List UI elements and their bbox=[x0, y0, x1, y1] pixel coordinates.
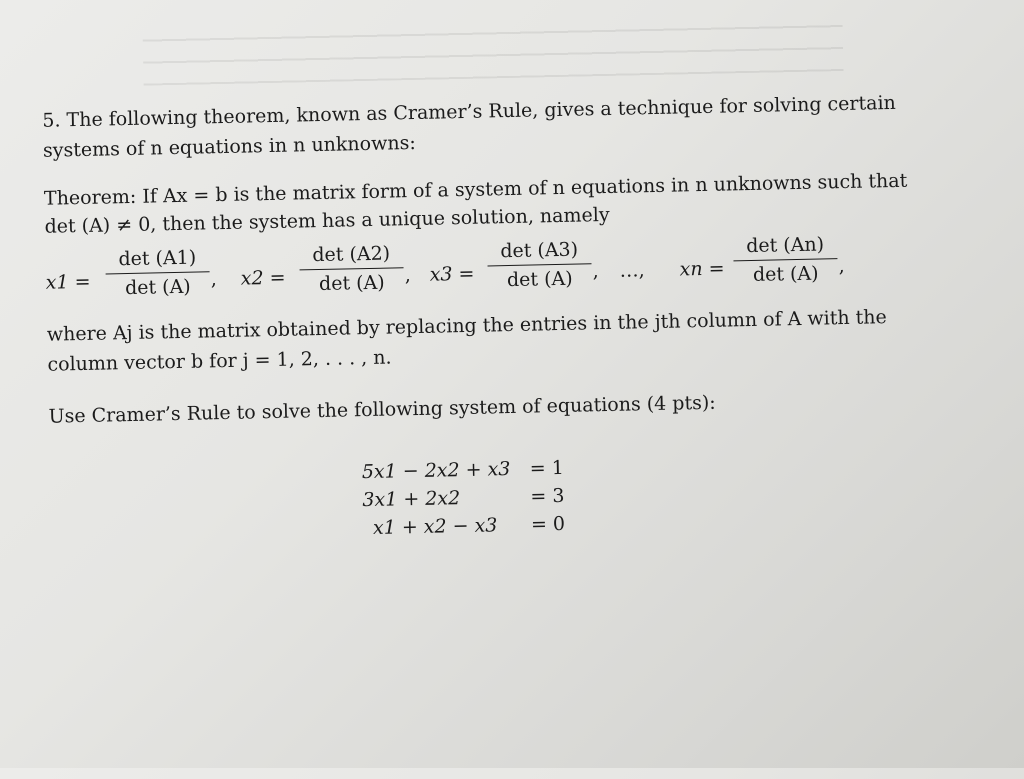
equation-2-lhs: 3x1 + 2x2 bbox=[362, 487, 461, 512]
formula-x2-lhs: x2 = bbox=[240, 266, 286, 290]
formula-xn-fraction bbox=[733, 233, 838, 286]
equation-3-lhs: x1 + x2 − x3 bbox=[372, 514, 498, 539]
equation-1-rhs: = 1 bbox=[529, 456, 565, 480]
bleed-through-text bbox=[142, 11, 843, 86]
formula-x2-denominator: det (A) bbox=[318, 271, 385, 296]
formula-x1-sep: , bbox=[210, 268, 218, 291]
problem-intro-line1: 5. The following theorem, known as Cramer’s Rule, gives a technique for solving certain bbox=[42, 91, 897, 132]
formula-x1-fraction bbox=[105, 246, 210, 299]
formula-x3-lhs: x3 = bbox=[429, 262, 475, 286]
formula-x3-denominator: det (A) bbox=[506, 267, 573, 292]
formula-xn-numerator: det (An) bbox=[733, 233, 838, 261]
theorem-line1: Theorem: If Ax = b is the matrix form of a system of n equations in n unknowns such that bbox=[43, 169, 908, 210]
formula-x2-fraction bbox=[299, 242, 404, 295]
formula-x3-numerator: det (A3) bbox=[487, 238, 592, 266]
where-line1: where Aj is the matrix obtained by replacing the entries in the jth column of A with the bbox=[46, 306, 888, 346]
equation-3-rhs: = 0 bbox=[530, 512, 566, 536]
formula-x1-lhs: x1 = bbox=[45, 270, 91, 294]
formula-x1-numerator: det (A1) bbox=[105, 246, 210, 274]
formula-x3-fraction bbox=[487, 238, 592, 291]
formula-xn-denominator: det (A) bbox=[752, 262, 819, 286]
equation-2-rhs: = 3 bbox=[530, 484, 565, 508]
formula-xn-sep: , bbox=[838, 255, 845, 278]
where-line2: column vector b for j = 1, 2, . . . , n. bbox=[47, 346, 392, 376]
formula-x2-sep: , bbox=[404, 264, 411, 287]
formula-x1-denominator: det (A) bbox=[124, 275, 191, 300]
formula-xn-lhs: xn = bbox=[679, 257, 725, 281]
equation-1-lhs: 5x1 − 2x2 + x3 bbox=[361, 458, 511, 484]
problem-intro-line2: systems of n equations in n unknowns: bbox=[42, 131, 416, 162]
theorem-line2: det (A) ≠ 0, then the system has a unique solution, namely bbox=[44, 203, 610, 238]
formula-ellipsis: …, bbox=[619, 259, 645, 282]
task-instruction: Use Cramer’s Rule to solve the following system of equations (4 pts): bbox=[48, 391, 716, 428]
formula-x3-sep: , bbox=[592, 260, 599, 283]
formula-x2-numerator: det (A2) bbox=[299, 242, 404, 270]
